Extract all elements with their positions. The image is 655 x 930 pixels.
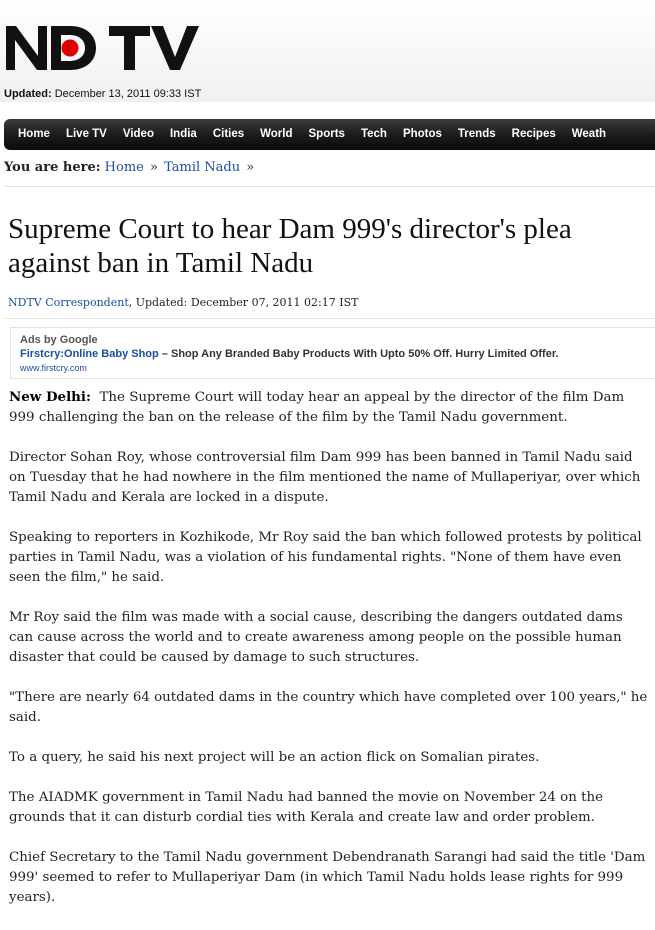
dateline-colon: : bbox=[86, 389, 91, 405]
breadcrumb bbox=[4, 160, 256, 175]
main-nav bbox=[4, 119, 655, 150]
nav-item-world[interactable]: World bbox=[260, 128, 293, 140]
article-body bbox=[9, 387, 649, 928]
article-paragraph: To a query, he said his next project will be an action flick on Somalian pirates. bbox=[9, 750, 540, 765]
site-header bbox=[0, 0, 655, 102]
divider bbox=[4, 186, 655, 187]
byline bbox=[8, 296, 358, 309]
divider bbox=[4, 318, 655, 319]
article-paragraph: "There are nearly 64 outdated dams in the country which have completed over 100 years," he said. bbox=[9, 690, 648, 725]
last-updated bbox=[4, 88, 201, 100]
ad-line bbox=[20, 348, 559, 360]
paragraph-text: The Supreme Court will today hear an appeal by the director of the film Dam 999 challenging the ban on the release of the film by the Tamil Nadu government. bbox=[9, 390, 625, 425]
nav-item-cities[interactable]: Cities bbox=[212, 128, 245, 140]
article-title: Supreme Court to hear Dam 999's director's plea against ban in Tamil Nadu bbox=[8, 213, 572, 279]
article-paragraph: Mr Roy said the film was made with a social cause, describing the dangers outdated dams can cause across the world and to create awareness among people on the possible human disaster that could be caused by damage to such structures. bbox=[9, 610, 623, 665]
updated-value: December 13, 2011 09:33 IST bbox=[54, 88, 202, 100]
google-ads-box bbox=[10, 327, 655, 379]
ndtv-logo[interactable] bbox=[6, 22, 252, 74]
ad-title-link[interactable]: Firstcry:Online Baby Shop bbox=[20, 348, 159, 360]
article-paragraph: Speaking to reporters in Kozhikode, Mr Roy said the ban which followed protests by political parties in Tamil Nadu, was a violation of his fundamental rights. "None of them have even seen the film," he said. bbox=[9, 530, 642, 585]
nav-item-tech[interactable]: Tech bbox=[360, 128, 387, 140]
breadcrumb-separator: » bbox=[149, 160, 158, 175]
dateline: New Delhi bbox=[9, 389, 86, 405]
ad-url[interactable]: www.firstcry.com bbox=[20, 363, 87, 373]
nav-item-india[interactable]: India bbox=[169, 128, 197, 140]
nav-item-live-tv[interactable]: Live TV bbox=[65, 128, 107, 140]
article-paragraph bbox=[9, 387, 649, 428]
ad-text: – Shop Any Branded Baby Products With Upto 50% Off. Hurry Limited Offer. bbox=[158, 348, 559, 360]
ads-header[interactable]: Ads by Google bbox=[20, 334, 98, 346]
nav-item-recipes[interactable]: Recipes bbox=[511, 128, 556, 140]
breadcrumb-link-tamil-nadu[interactable]: Tamil Nadu bbox=[164, 160, 241, 175]
nav-item-video[interactable]: Video bbox=[122, 128, 154, 140]
ndtv-logo-graphic bbox=[6, 22, 252, 74]
article-paragraph: The AIADMK government in Tamil Nadu had banned the movie on November 24 on the grounds that it can disturb cordial ties with Kerala and create law and order problem. bbox=[9, 790, 604, 825]
updated-label: Updated: bbox=[4, 88, 52, 100]
article-updated: , Updated: December 07, 2011 02:17 IST bbox=[128, 296, 359, 309]
article-paragraph: Director Sohan Roy, whose controversial film Dam 999 has been banned in Tamil Nadu said on Tuesday that he had nowhere in the film mentioned the name of Mullaperiyar, over which Tamil Nadu and Kerala are locked in a dispute. bbox=[9, 450, 641, 505]
nav-item-home[interactable]: Home bbox=[18, 128, 50, 140]
article-paragraph: Chief Secretary to the Tamil Nadu government Debendranath Sarangi had said the title 'Dam 999' seemed to refer to Mullaperiyar Dam (in which Tamil Nadu holds lease rights for 999 years). bbox=[9, 850, 646, 905]
breadcrumb-label: You are here: bbox=[4, 160, 101, 175]
logo-red-dot bbox=[62, 40, 79, 57]
nav-item-photos[interactable]: Photos bbox=[402, 128, 442, 140]
breadcrumb-separator: » bbox=[246, 160, 255, 175]
nav-item-weather[interactable]: Weath bbox=[571, 128, 607, 140]
nav-item-sports[interactable]: Sports bbox=[308, 128, 345, 140]
nav-item-trends[interactable]: Trends bbox=[457, 128, 496, 140]
author-link[interactable]: NDTV Correspondent bbox=[8, 296, 129, 309]
breadcrumb-link-home[interactable]: Home bbox=[104, 160, 144, 175]
